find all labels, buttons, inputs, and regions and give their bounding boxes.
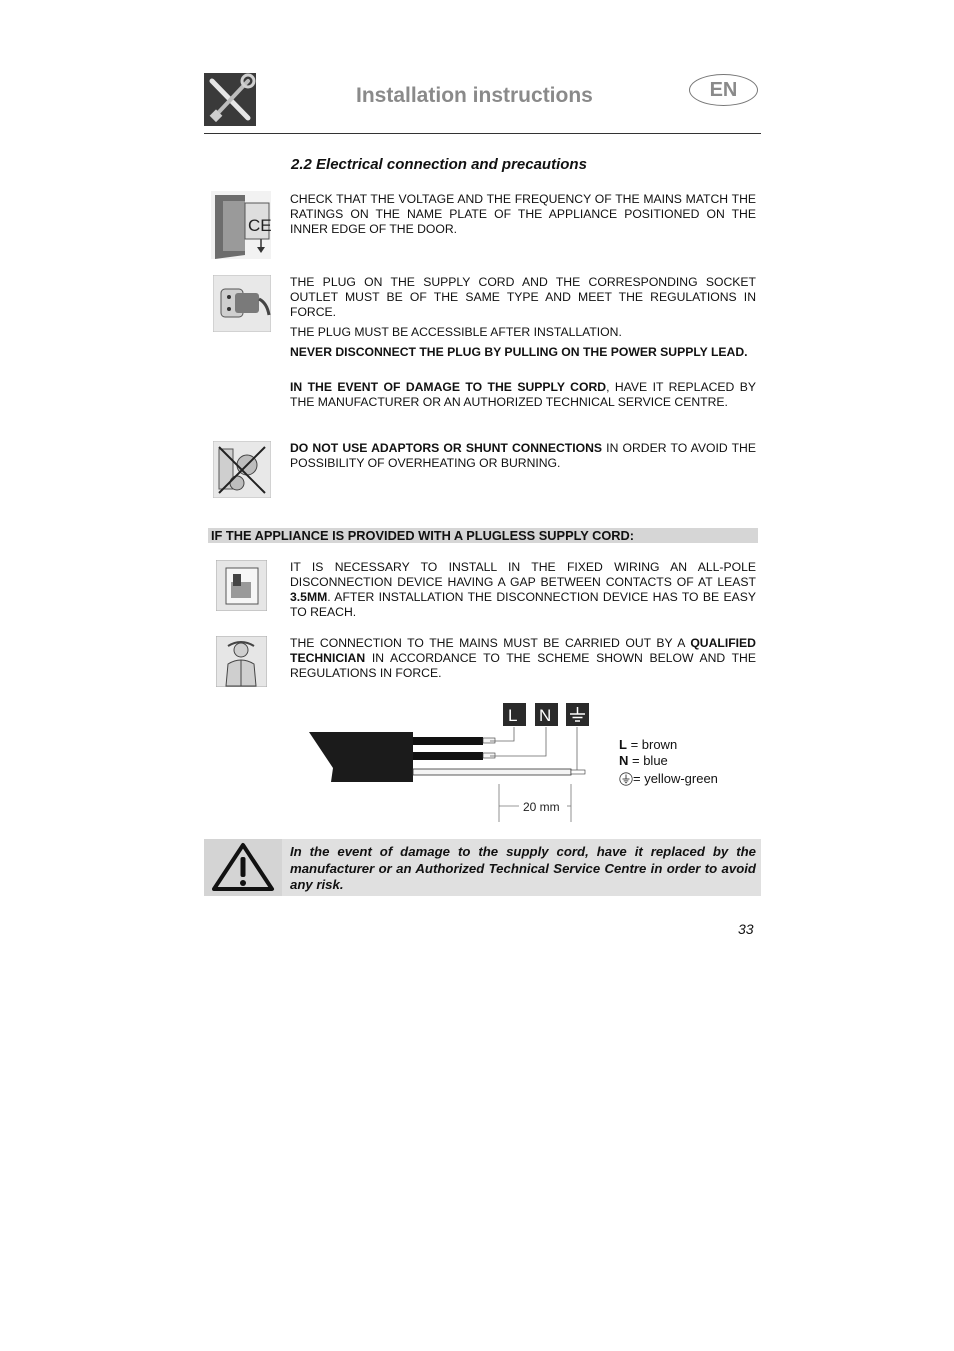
page-title: Installation instructions [356,84,593,107]
warning-triangle-icon [204,839,282,896]
adaptors-text-rest: IN ORDER TO AVOID THE POSSIBILITY OF OVERHEATING OR BURNING. [290,441,756,470]
gap-value: 3.5MM [290,590,328,604]
voltage-text: CHECK THAT THE VOLTAGE AND THE FREQUENCY OF THE MAINS MATCH THE RATINGS ON THE NAME PLATE OF THE APPLIANCE POSITIONED ON THE INNER EDGE OF THE DOOR. [290,192,756,236]
warning-text: In the event of damage to the supply cord, have it replaced by the manufacturer or an Authorized Technical Service Centre in order to avoid any risk. [290,844,756,892]
switch-icon [216,560,267,611]
terminal-n-label: N [539,706,552,725]
plug-type-text: THE PLUG ON THE SUPPLY CORD AND THE CORRESPONDING SOCKET OUTLET MUST BE OF THE SAME TYPE AND MEET THE REGULATIONS IN FORCE. [290,275,756,319]
legend-earth-value: = yellow-green [633,771,718,786]
header-divider [204,133,761,134]
plugless-banner: IF THE APPLIANCE IS PROVIDED WITH A PLUGLESS SUPPLY CORD: [208,528,758,543]
technician-text-a: THE CONNECTION TO THE MAINS MUST BE CARRIED OUT BY A [290,636,691,650]
technician-text-b: IN ACCORDANCE TO THE SCHEME SHOWN BELOW AND THE REGULATIONS IN FORCE. [290,651,756,680]
section-title: 2.2 Electrical connection and precautions [291,156,587,173]
page-number: 33 [738,921,754,937]
adaptors-text [290,441,756,471]
language-badge: EN [689,74,758,106]
legend-neutral-value: = blue [628,753,668,768]
legend-neutral-key: N [619,753,629,768]
wire-live [413,737,483,745]
strip-length-label: 20 mm [523,800,560,814]
disconnection-text-a: IT IS NECESSARY TO INSTALL IN THE FIXED WIRING AN ALL-POLE DISCONNECTION DEVICE HAVING A GAP BETWEEN CONTACTS OF AT LEAST [290,560,756,589]
tools-icon [204,73,256,126]
legend-earth [619,771,718,786]
svg-text:CE: CE [248,216,271,235]
wiring-diagram [305,700,605,826]
disconnection-text-b: . AFTER INSTALLATION THE DISCONNECTION DEVICE HAS TO BE EASY TO REACH. [290,590,756,619]
plug-access-text: THE PLUG MUST BE ACCESSIBLE AFTER INSTALLATION. [290,325,622,339]
damage-text [290,380,756,410]
ce-nameplate-icon [211,191,271,259]
legend-neutral [619,753,668,768]
legend-live-value: = brown [626,737,678,752]
technician-icon [216,636,267,687]
wire-neutral [413,752,483,760]
earth-symbol-icon [619,772,633,786]
damage-text-rest: , HAVE IT REPLACED BY THE MANUFACTURER OR AN AUTHORIZED TECHNICAL SERVICE CENTRE. [290,380,756,409]
disconnection-text [290,560,756,620]
no-adaptor-icon [213,441,271,498]
wire-earth [413,769,571,775]
technician-text-bold: QUALIFIED TECHNICIAN [290,636,756,665]
plug-socket-icon [213,275,271,332]
cable-sheath [309,732,413,782]
damage-text-bold: IN THE EVENT OF DAMAGE TO THE SUPPLY CORD [290,380,607,394]
never-disconnect-text: NEVER DISCONNECT THE PLUG BY PULLING ON THE POWER SUPPLY LEAD. [290,345,748,359]
terminal-l-label: L [508,706,518,725]
adaptors-text-bold: DO NOT USE ADAPTORS OR SHUNT CONNECTIONS [290,441,603,455]
technician-text [290,636,756,681]
legend-live-key: L [619,737,627,752]
legend-live [619,737,677,752]
warning-icon-cell [204,839,282,896]
